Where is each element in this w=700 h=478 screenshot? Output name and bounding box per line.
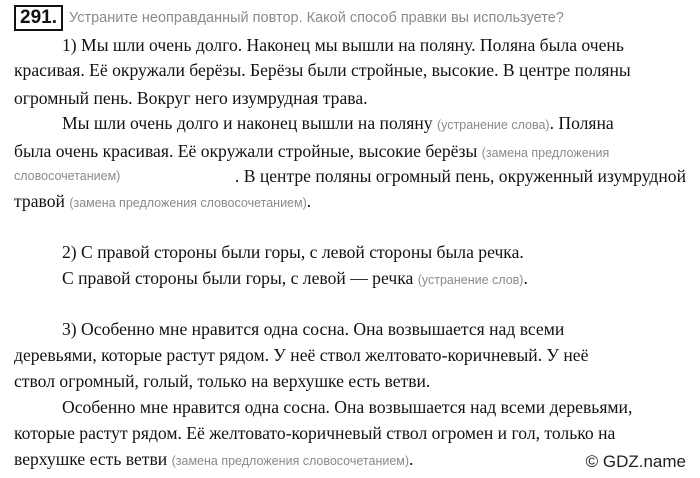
ex1-orig-line-1: 1) Мы шли очень долго. Наконец мы вышли на поляну. Поляна была очень — [62, 35, 624, 55]
ex1-fix-text-6: . — [306, 191, 312, 211]
ex1-fix-text-2: . Поляна — [549, 113, 614, 133]
ex2-fix-end: . — [523, 268, 528, 288]
ex1-fix-note-1: (устранение слова) — [437, 118, 550, 132]
ex1-fix-line-2 — [14, 140, 686, 164]
ex1-fix-text-3: была очень красивая. Её окружали стройные, высокие берёзы — [14, 141, 478, 161]
task-number: 291. — [14, 5, 63, 31]
ex1-fix-text-5: травой — [14, 191, 65, 211]
ex3-fix-line-2: которые растут рядом. Её желтовато-коричневый ствол огромен и гол, только на — [14, 423, 616, 443]
task-header — [14, 5, 564, 31]
ex1-fix-line-4 — [14, 190, 686, 214]
ex1-fix-line-1 — [62, 112, 686, 136]
ex3-fix-line-1: Особенно мне нравится одна сосна. Она возвышается над всеми деревьями, — [62, 397, 633, 417]
ex1-orig-line-2: красивая. Её окружали берёзы. Берёзы были стройные, высокие. В центре поляны — [14, 60, 631, 80]
ex1-fix-text-1: Мы шли очень долго и наконец вышли на поляну — [62, 113, 433, 133]
ex2-orig-line: 2) С правой стороны были горы, с левой стороны была речка. — [62, 242, 524, 262]
ex1-fix-note-4: (замена предложения словосочетанием) — [69, 196, 307, 210]
ex3-orig-line-1: 3) Особенно мне нравится одна сосна. Она возвышается над всеми — [62, 319, 565, 339]
task-text: Устраните неоправданный повтор. Какой способ правки вы используете? — [68, 10, 564, 26]
ex2-fix-note: (устранение слов) — [417, 273, 524, 287]
ex1-fix-line-3 — [14, 165, 686, 187]
ex3-orig-line-2: деревьями, которые растут рядом. У неё ствол желтовато-коричневый. У неё — [14, 345, 589, 365]
ex1-fix-note-3: словосочетанием) — [14, 169, 121, 183]
ex3-fix-text-1: верхушке есть ветви — [14, 449, 168, 469]
ex1-orig-line-3: огромный пень. Вокруг него изумрудная трава. — [14, 88, 368, 108]
watermark: © GDZ.name — [585, 452, 686, 471]
ex3-orig-line-3: ствол огромный, голый, только на верхушке есть ветви. — [14, 371, 431, 391]
ex2-fix-line — [62, 267, 686, 291]
ex1-fix-text-4: . В центре поляны огромный пень, окруженный изумрудной — [234, 166, 686, 186]
ex3-fix-note: (замена предложения словосочетанием) — [171, 454, 410, 468]
ex3-fix-end: . — [409, 449, 414, 469]
ex2-fix-text: С правой стороны были горы, с левой — речка — [62, 268, 414, 288]
ex1-fix-note-2: (замена предложения — [481, 146, 610, 160]
